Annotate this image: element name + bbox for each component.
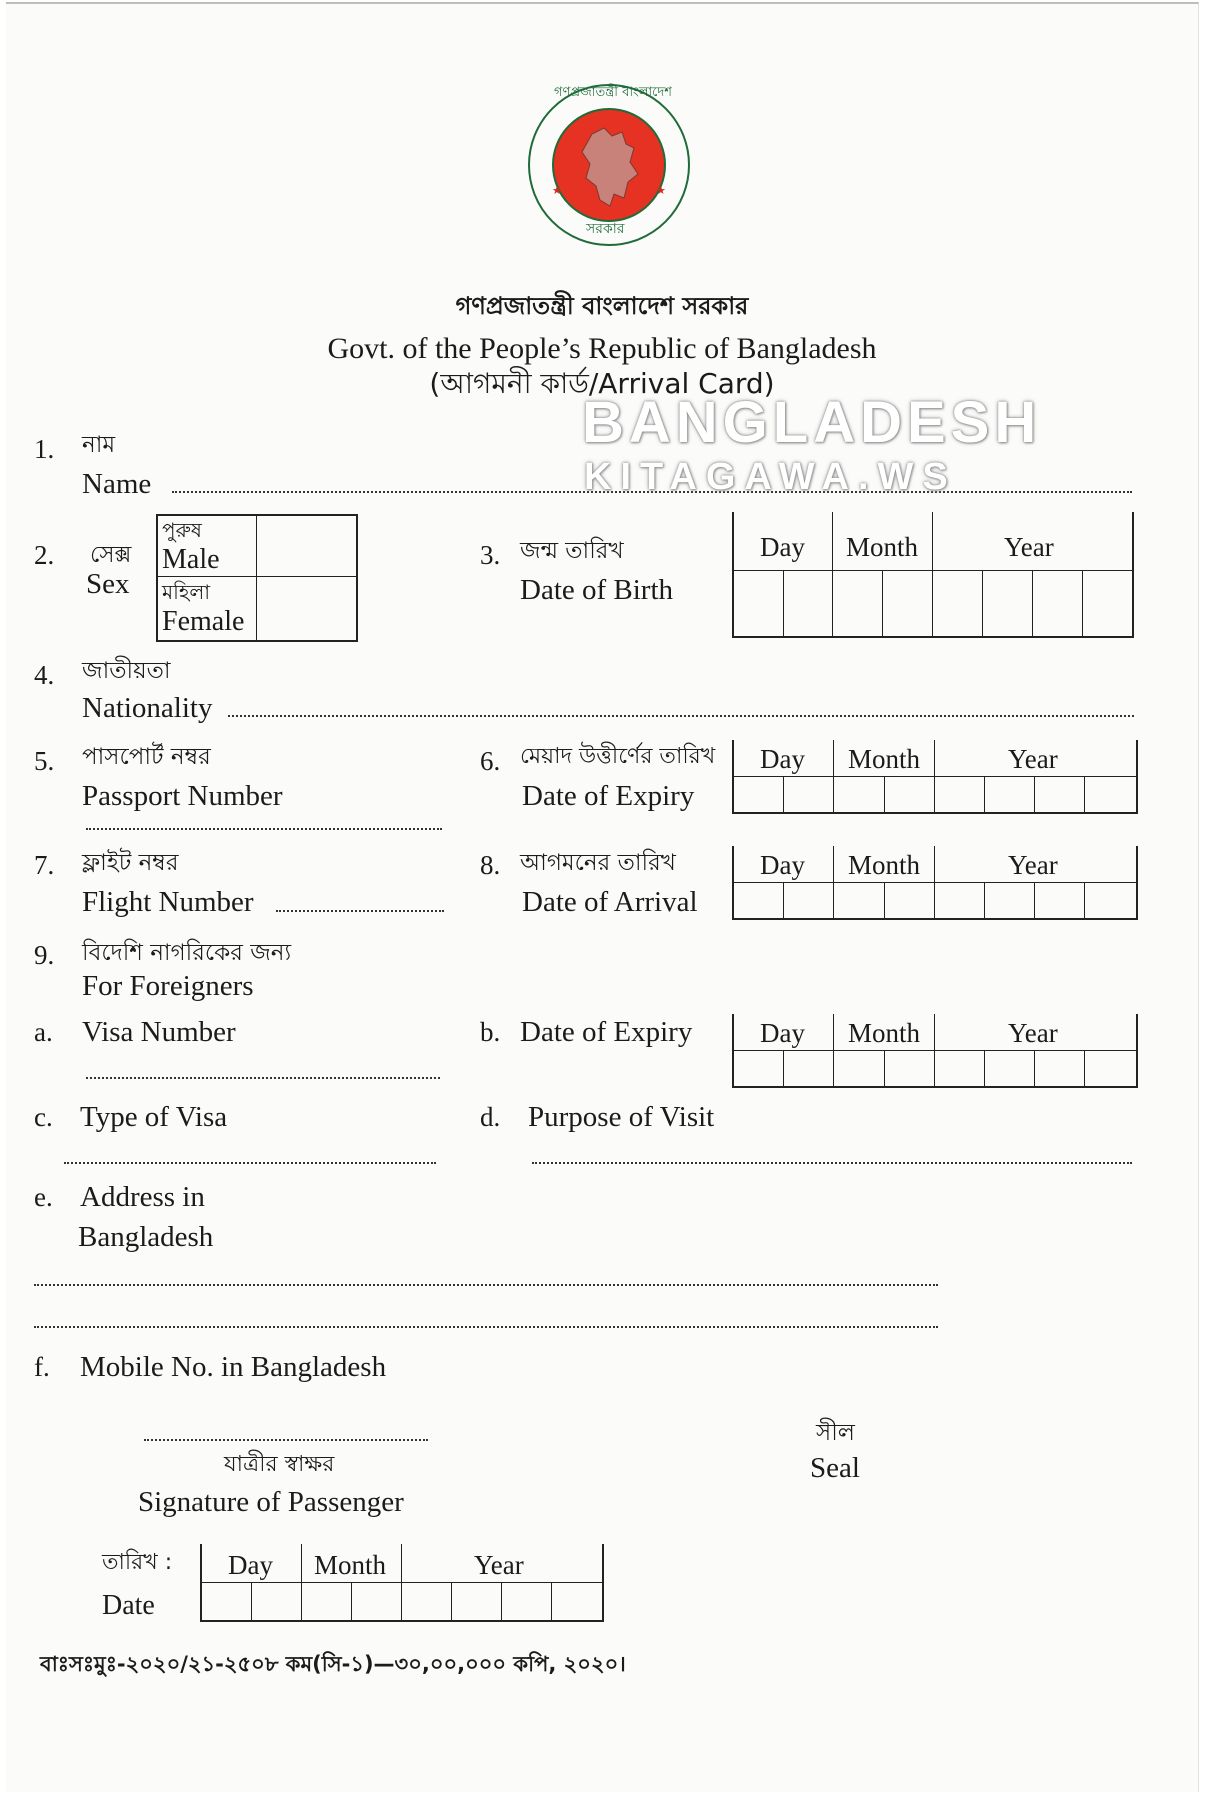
- signature-label: Signature of Passenger: [138, 1486, 404, 1518]
- visa-expiry-date-grid[interactable]: [732, 1014, 1138, 1088]
- visa-expiry-year-header: Year: [1008, 1018, 1058, 1048]
- male-label: Male: [162, 544, 220, 575]
- field-d-letter: d.: [480, 1102, 501, 1132]
- field-3-number: 3.: [480, 540, 501, 570]
- male-label-bn: পুরুষ: [162, 518, 202, 542]
- passport-input[interactable]: [86, 828, 442, 830]
- field-1-number: 1.: [34, 434, 55, 464]
- expiry-year-header: Year: [1008, 744, 1058, 774]
- header-subtitle: (আগমনী কার্ড/Arrival Card): [429, 367, 775, 400]
- field-e-letter: e.: [34, 1182, 53, 1212]
- print-footer: বাঃসঃমুঃ-২০২০/২১-২৫০৮ কম(সি-১)—৩০,০০,০০০ কপি, ২০২০।: [40, 1652, 626, 1676]
- field-7-number: 7.: [34, 850, 55, 880]
- sex-label-bn: সেক্স: [90, 542, 132, 568]
- watermark-site: KITAGAWA.WS: [584, 456, 957, 498]
- field-f-letter: f.: [34, 1352, 50, 1382]
- dob-date-grid[interactable]: [732, 512, 1134, 638]
- field-8-number: 8.: [480, 850, 501, 880]
- male-checkbox[interactable]: [258, 516, 356, 576]
- purpose-label: Purpose of Visit: [528, 1101, 715, 1133]
- header-title-bn: গণপ্রজাতন্ত্রী বাংলাদেশ সরকার: [455, 292, 749, 320]
- dob-day-header: Day: [760, 532, 805, 562]
- female-label: Female: [162, 606, 245, 637]
- female-label-bn: মহিলা: [162, 580, 211, 604]
- expiry-label: Date of Expiry: [522, 780, 695, 812]
- arrival-card: [6, 2, 1199, 1792]
- arrival-day-header: Day: [760, 850, 805, 880]
- address-input-line1[interactable]: [34, 1284, 938, 1286]
- address-label-line2: Bangladesh: [78, 1221, 214, 1253]
- signature-input[interactable]: [144, 1439, 428, 1441]
- sex-selector-box: [156, 514, 358, 642]
- expiry-month-header: Month: [848, 744, 921, 774]
- flight-label-bn: ফ্লাইট নম্বর: [82, 850, 179, 876]
- field-c-letter: c.: [34, 1102, 53, 1132]
- expiry-label-bn: মেয়াদ উত্তীর্ণের তারিখ: [520, 744, 716, 769]
- address-input-line2[interactable]: [34, 1326, 938, 1328]
- address-label-line1: Address in: [80, 1181, 205, 1213]
- female-checkbox[interactable]: [258, 578, 356, 640]
- dob-label-bn: জন্ম তারিখ: [520, 538, 624, 564]
- seal-star-right: ★: [656, 184, 666, 197]
- date-grid[interactable]: [200, 1544, 604, 1622]
- sex-label: Sex: [86, 568, 130, 600]
- signature-label-bn: যাত্রীর স্বাক্ষর: [224, 1452, 335, 1477]
- field-b-letter: b.: [480, 1017, 501, 1047]
- visa-type-input[interactable]: [64, 1162, 436, 1164]
- foreigners-label: For Foreigners: [82, 970, 254, 1002]
- date-label: Date: [102, 1590, 155, 1621]
- seal-label-bn: সীল: [816, 1420, 855, 1446]
- visa-expiry-label: Date of Expiry: [520, 1016, 693, 1048]
- field-a-letter: a.: [34, 1017, 53, 1047]
- foreigners-label-bn: বিদেশি নাগরিকের জন্য: [82, 940, 292, 966]
- field-2-number: 2.: [34, 540, 55, 570]
- visa-type-label: Type of Visa: [80, 1101, 228, 1133]
- name-label: Name: [82, 468, 152, 500]
- nationality-input[interactable]: [228, 715, 1134, 717]
- visa-expiry-day-header: Day: [760, 1018, 805, 1048]
- arrival-label-bn: আগমনের তারিখ: [520, 850, 676, 876]
- visa-number-label: Visa Number: [82, 1016, 236, 1048]
- visa-number-input[interactable]: [86, 1077, 440, 1079]
- seal-star-left: ★: [552, 184, 562, 197]
- dob-month-header: Month: [846, 532, 919, 562]
- flight-label: Flight Number: [82, 886, 254, 918]
- seal-label: Seal: [810, 1452, 860, 1484]
- field-4-number: 4.: [34, 660, 55, 690]
- government-seal: [526, 82, 692, 248]
- date-label-bn: তারিখ :: [102, 1550, 173, 1575]
- header-title-en: Govt. of the People’s Republic of Bangladesh: [327, 332, 877, 365]
- mobile-label: Mobile No. in Bangladesh: [80, 1351, 387, 1383]
- seal-ring-text: গণপ্রজাতন্ত্রী বাংলাদেশ: [554, 85, 672, 100]
- dob-label: Date of Birth: [520, 574, 674, 606]
- field-5-number: 5.: [34, 746, 55, 776]
- arrival-date-grid[interactable]: [732, 846, 1138, 920]
- purpose-input[interactable]: [532, 1162, 1132, 1164]
- arrival-label: Date of Arrival: [522, 886, 698, 918]
- name-label-bn: নাম: [82, 432, 116, 458]
- field-6-number: 6.: [480, 746, 501, 776]
- dob-year-header: Year: [1004, 532, 1054, 562]
- expiry-day-header: Day: [760, 744, 805, 774]
- seal-bottom-text: সরকার: [586, 221, 625, 237]
- date-year-header: Year: [474, 1550, 524, 1580]
- passport-label-bn: পাসপোর্ট নম্বর: [82, 744, 211, 770]
- nationality-label: Nationality: [82, 692, 213, 724]
- date-day-header: Day: [228, 1550, 273, 1580]
- passport-label: Passport Number: [82, 780, 283, 812]
- date-month-header: Month: [314, 1550, 387, 1580]
- arrival-year-header: Year: [1008, 850, 1058, 880]
- nationality-label-bn: জাতীয়তা: [82, 658, 171, 684]
- arrival-month-header: Month: [848, 850, 921, 880]
- visa-expiry-month-header: Month: [848, 1018, 921, 1048]
- field-9-number: 9.: [34, 940, 55, 970]
- expiry-date-grid[interactable]: [732, 740, 1138, 814]
- watermark-title: BANGLADESH: [582, 390, 1042, 455]
- flight-input[interactable]: [276, 910, 444, 912]
